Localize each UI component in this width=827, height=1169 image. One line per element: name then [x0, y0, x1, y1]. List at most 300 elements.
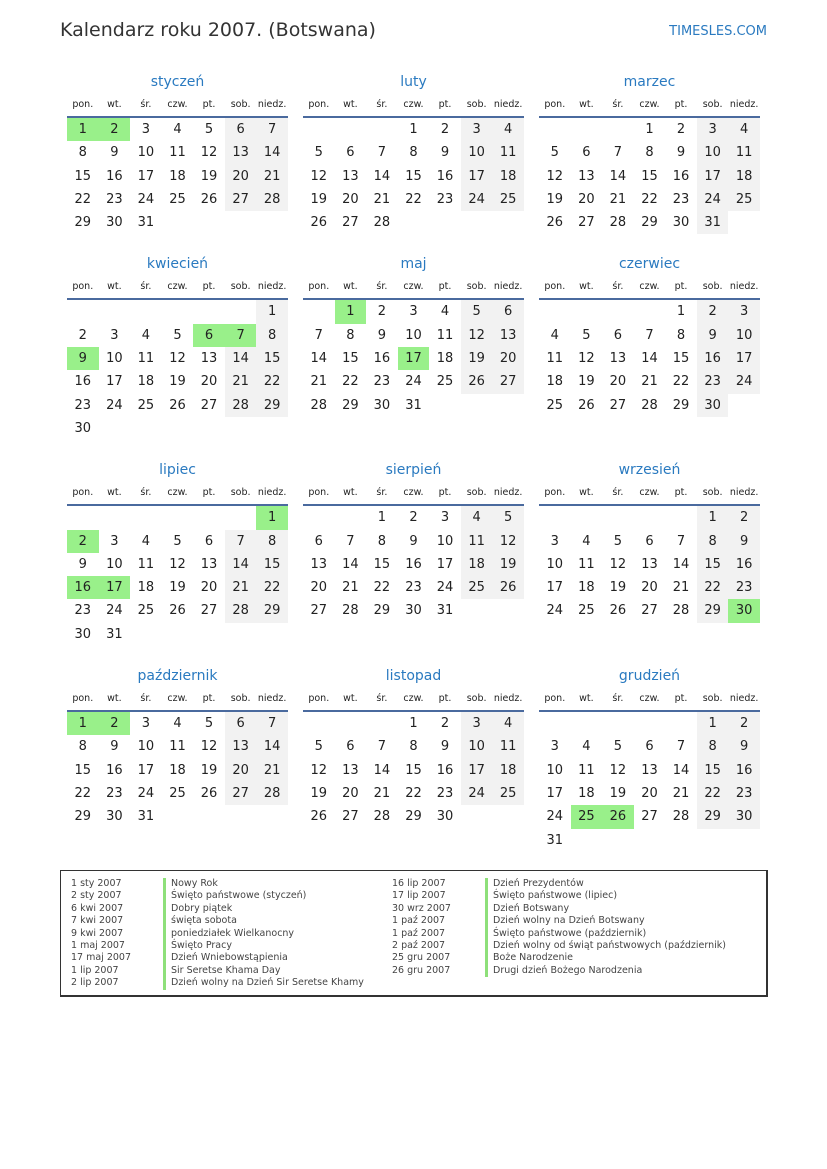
day-cell[interactable]: 20 [578, 191, 595, 207]
day-cell[interactable]: 28 [641, 397, 658, 413]
day-cell[interactable]: 1 [409, 122, 418, 137]
day-cell[interactable]: 8 [697, 735, 729, 758]
day-cell[interactable]: 22 [74, 785, 92, 801]
day-cell[interactable]: 20 [310, 580, 328, 596]
day-cell[interactable]: 6 [225, 118, 257, 141]
day-cell[interactable]: 18 [436, 351, 454, 367]
day-cell[interactable]: 17 [137, 168, 155, 184]
day-cell[interactable]: 4 [461, 506, 493, 529]
day-cell[interactable]: 30 [373, 397, 391, 413]
day-cell[interactable]: 3 [697, 118, 729, 141]
day-cell[interactable]: 20 [200, 580, 218, 596]
day-cell[interactable]: 3 [550, 533, 559, 549]
day-cell[interactable]: 25 [137, 603, 155, 619]
day-cell[interactable]: 2 [377, 304, 387, 320]
day-cell[interactable]: 10 [461, 141, 493, 164]
day-cell[interactable]: 16 [373, 351, 391, 367]
day-cell[interactable]: 28 [672, 603, 690, 619]
day-cell[interactable]: 15 [373, 556, 391, 572]
day-cell[interactable]: 17 [728, 347, 760, 370]
day-cell[interactable]: 22 [697, 576, 729, 599]
day-cell[interactable]: 4 [550, 327, 559, 343]
day-cell[interactable]: 16 [106, 762, 123, 778]
day-cell[interactable]: 4 [173, 716, 182, 732]
day-cell[interactable]: 24 [106, 603, 123, 619]
day-cell[interactable]: 23 [436, 191, 454, 207]
day-cell[interactable]: 8 [377, 533, 387, 549]
day-cell[interactable]: 9 [78, 556, 87, 572]
day-cell[interactable]: 22 [74, 191, 92, 207]
day-cell[interactable]: 4 [173, 122, 182, 137]
day-cell[interactable]: 5 [204, 716, 214, 732]
day-cell[interactable]: 11 [546, 351, 564, 367]
day-cell[interactable]: 3 [141, 122, 151, 137]
day-cell[interactable]: 2 [676, 122, 686, 137]
day-cell[interactable]: 14 [672, 556, 690, 572]
site-link[interactable]: TIMESLES.COM [669, 24, 767, 39]
day-cell[interactable]: 26 [169, 397, 186, 413]
day-cell[interactable]: 2 [728, 712, 760, 735]
day-cell[interactable]: 4 [582, 739, 591, 755]
day-cell[interactable]: 19 [492, 553, 524, 576]
day-cell[interactable]: 21 [310, 374, 328, 390]
day-cell[interactable]: 25 [492, 782, 524, 805]
day-cell[interactable]: 3 [409, 304, 418, 320]
day-cell[interactable]: 22 [672, 374, 690, 390]
day-cell[interactable]: 21 [256, 759, 288, 782]
day-cell[interactable]: 2 [440, 716, 450, 732]
day-cell[interactable]: 11 [492, 735, 524, 758]
day-cell[interactable]: 7 [377, 145, 387, 161]
day-cell[interactable]: 25 [169, 191, 186, 207]
day-cell[interactable]: 24 [436, 580, 454, 596]
day-cell[interactable]: 26 [310, 215, 328, 231]
day-cell[interactable]: 7 [225, 530, 257, 553]
holiday-day-cell[interactable]: 30 [728, 599, 760, 622]
day-cell[interactable]: 12 [461, 324, 493, 347]
day-cell[interactable]: 16 [436, 762, 454, 778]
day-cell[interactable]: 24 [137, 785, 155, 801]
day-cell[interactable]: 29 [74, 809, 92, 825]
day-cell[interactable]: 3 [141, 716, 151, 732]
holiday-day-cell[interactable]: 2 [67, 530, 99, 553]
day-cell[interactable]: 31 [137, 809, 155, 825]
day-cell[interactable]: 14 [641, 351, 658, 367]
day-cell[interactable]: 18 [137, 374, 155, 390]
day-cell[interactable]: 8 [346, 327, 355, 343]
holiday-day-cell[interactable]: 17 [398, 347, 430, 370]
day-cell[interactable]: 27 [342, 215, 359, 231]
day-cell[interactable]: 16 [106, 168, 123, 184]
day-cell[interactable]: 19 [169, 374, 186, 390]
day-cell[interactable]: 15 [256, 347, 288, 370]
day-cell[interactable]: 1 [377, 510, 387, 526]
day-cell[interactable]: 27 [578, 215, 595, 231]
day-cell[interactable]: 23 [728, 576, 760, 599]
day-cell[interactable]: 8 [409, 739, 418, 755]
day-cell[interactable]: 4 [492, 118, 524, 141]
day-cell[interactable]: 15 [74, 168, 92, 184]
day-cell[interactable]: 26 [169, 603, 186, 619]
day-cell[interactable]: 6 [346, 145, 355, 161]
day-cell[interactable]: 17 [137, 762, 155, 778]
day-cell[interactable]: 5 [173, 533, 182, 549]
day-cell[interactable]: 23 [728, 782, 760, 805]
day-cell[interactable]: 11 [137, 556, 155, 572]
day-cell[interactable]: 30 [436, 809, 454, 825]
day-cell[interactable]: 20 [641, 580, 658, 596]
day-cell[interactable]: 25 [492, 188, 524, 211]
day-cell[interactable]: 9 [377, 327, 387, 343]
day-cell[interactable]: 24 [546, 603, 564, 619]
day-cell[interactable]: 14 [310, 351, 328, 367]
day-cell[interactable]: 25 [436, 374, 454, 390]
day-cell[interactable]: 17 [461, 759, 493, 782]
day-cell[interactable]: 24 [697, 188, 729, 211]
holiday-day-cell[interactable]: 1 [67, 118, 99, 141]
day-cell[interactable]: 5 [613, 739, 623, 755]
day-cell[interactable]: 12 [609, 556, 627, 572]
day-cell[interactable]: 30 [106, 215, 123, 231]
day-cell[interactable]: 19 [169, 580, 186, 596]
day-cell[interactable]: 27 [310, 603, 328, 619]
day-cell[interactable]: 5 [582, 327, 591, 343]
holiday-day-cell[interactable]: 9 [67, 347, 99, 370]
day-cell[interactable]: 13 [342, 168, 359, 184]
day-cell[interactable]: 10 [697, 141, 729, 164]
day-cell[interactable]: 30 [672, 215, 690, 231]
holiday-day-cell[interactable]: 1 [67, 712, 99, 735]
day-cell[interactable]: 15 [405, 762, 422, 778]
day-cell[interactable]: 24 [461, 782, 493, 805]
day-cell[interactable]: 18 [492, 759, 524, 782]
day-cell[interactable]: 28 [373, 215, 391, 231]
day-cell[interactable]: 20 [342, 191, 359, 207]
day-cell[interactable]: 28 [225, 394, 257, 417]
day-cell[interactable]: 13 [342, 762, 359, 778]
day-cell[interactable]: 29 [256, 599, 288, 622]
day-cell[interactable]: 23 [672, 191, 690, 207]
day-cell[interactable]: 19 [609, 785, 627, 801]
day-cell[interactable]: 23 [106, 191, 123, 207]
day-cell[interactable]: 29 [697, 599, 729, 622]
day-cell[interactable]: 12 [310, 168, 328, 184]
day-cell[interactable]: 31 [405, 397, 422, 413]
holiday-day-cell[interactable]: 26 [602, 805, 634, 828]
day-cell[interactable]: 17 [436, 556, 454, 572]
day-cell[interactable]: 11 [728, 141, 760, 164]
day-cell[interactable]: 18 [492, 165, 524, 188]
day-cell[interactable]: 30 [74, 626, 92, 642]
day-cell[interactable]: 13 [200, 556, 218, 572]
day-cell[interactable]: 24 [405, 374, 422, 390]
day-cell[interactable]: 25 [546, 397, 564, 413]
day-cell[interactable]: 5 [314, 145, 323, 161]
day-cell[interactable]: 19 [609, 580, 627, 596]
day-cell[interactable]: 22 [641, 191, 658, 207]
day-cell[interactable]: 28 [310, 397, 328, 413]
day-cell[interactable]: 11 [169, 145, 186, 161]
day-cell[interactable]: 7 [346, 533, 355, 549]
day-cell[interactable]: 20 [200, 374, 218, 390]
day-cell[interactable]: 4 [141, 533, 151, 549]
day-cell[interactable]: 21 [342, 580, 359, 596]
day-cell[interactable]: 23 [74, 603, 92, 619]
day-cell[interactable]: 6 [645, 533, 654, 549]
day-cell[interactable]: 8 [645, 145, 654, 161]
day-cell[interactable]: 10 [405, 327, 422, 343]
holiday-day-cell[interactable]: 16 [67, 576, 99, 599]
day-cell[interactable]: 27 [225, 782, 257, 805]
day-cell[interactable]: 9 [676, 145, 686, 161]
day-cell[interactable]: 11 [578, 762, 595, 778]
day-cell[interactable]: 10 [137, 145, 155, 161]
day-cell[interactable]: 11 [492, 141, 524, 164]
day-cell[interactable]: 6 [613, 327, 623, 343]
day-cell[interactable]: 8 [256, 530, 288, 553]
day-cell[interactable]: 25 [137, 397, 155, 413]
day-cell[interactable]: 1 [697, 506, 729, 529]
day-cell[interactable]: 13 [200, 351, 218, 367]
day-cell[interactable]: 19 [461, 347, 493, 370]
day-cell[interactable]: 12 [200, 739, 218, 755]
day-cell[interactable]: 27 [342, 809, 359, 825]
day-cell[interactable]: 28 [373, 809, 391, 825]
day-cell[interactable]: 30 [697, 394, 729, 417]
day-cell[interactable]: 28 [225, 599, 257, 622]
day-cell[interactable]: 21 [609, 191, 627, 207]
day-cell[interactable]: 20 [225, 165, 257, 188]
day-cell[interactable]: 14 [225, 347, 257, 370]
day-cell[interactable]: 6 [582, 145, 591, 161]
holiday-day-cell[interactable]: 1 [335, 300, 367, 323]
day-cell[interactable]: 11 [461, 530, 493, 553]
day-cell[interactable]: 13 [225, 735, 257, 758]
day-cell[interactable]: 19 [310, 785, 328, 801]
day-cell[interactable]: 27 [200, 603, 218, 619]
day-cell[interactable]: 15 [74, 762, 92, 778]
day-cell[interactable]: 27 [641, 603, 658, 619]
day-cell[interactable]: 19 [546, 191, 564, 207]
day-cell[interactable]: 9 [409, 533, 418, 549]
day-cell[interactable]: 5 [613, 533, 623, 549]
day-cell[interactable]: 26 [200, 785, 218, 801]
day-cell[interactable]: 29 [74, 215, 92, 231]
day-cell[interactable]: 4 [728, 118, 760, 141]
day-cell[interactable]: 1 [676, 304, 686, 320]
day-cell[interactable]: 15 [641, 168, 658, 184]
day-cell[interactable]: 17 [697, 165, 729, 188]
day-cell[interactable]: 31 [546, 832, 564, 848]
day-cell[interactable]: 22 [373, 580, 391, 596]
day-cell[interactable]: 18 [169, 168, 186, 184]
day-cell[interactable]: 20 [492, 347, 524, 370]
day-cell[interactable]: 19 [200, 168, 218, 184]
day-cell[interactable]: 26 [578, 397, 595, 413]
day-cell[interactable]: 11 [137, 351, 155, 367]
day-cell[interactable]: 18 [728, 165, 760, 188]
day-cell[interactable]: 11 [436, 327, 454, 343]
day-cell[interactable]: 22 [405, 785, 422, 801]
day-cell[interactable]: 24 [106, 397, 123, 413]
day-cell[interactable]: 12 [200, 145, 218, 161]
day-cell[interactable]: 2 [728, 506, 760, 529]
day-cell[interactable]: 23 [74, 397, 92, 413]
day-cell[interactable]: 29 [697, 805, 729, 828]
day-cell[interactable]: 8 [78, 739, 87, 755]
day-cell[interactable]: 27 [492, 370, 524, 393]
day-cell[interactable]: 30 [106, 809, 123, 825]
day-cell[interactable]: 22 [697, 782, 729, 805]
day-cell[interactable]: 12 [169, 556, 186, 572]
day-cell[interactable]: 27 [609, 397, 627, 413]
day-cell[interactable]: 26 [200, 191, 218, 207]
day-cell[interactable]: 7 [256, 712, 288, 735]
day-cell[interactable]: 20 [225, 759, 257, 782]
day-cell[interactable]: 12 [546, 168, 564, 184]
day-cell[interactable]: 1 [256, 300, 288, 323]
day-cell[interactable]: 18 [461, 553, 493, 576]
day-cell[interactable]: 31 [106, 626, 123, 642]
day-cell[interactable]: 10 [436, 533, 454, 549]
day-cell[interactable]: 18 [137, 580, 155, 596]
day-cell[interactable]: 3 [550, 739, 559, 755]
day-cell[interactable]: 22 [342, 374, 359, 390]
day-cell[interactable]: 28 [609, 215, 627, 231]
day-cell[interactable]: 29 [405, 809, 422, 825]
day-cell[interactable]: 23 [106, 785, 123, 801]
day-cell[interactable]: 15 [672, 351, 690, 367]
day-cell[interactable]: 22 [405, 191, 422, 207]
day-cell[interactable]: 20 [609, 374, 627, 390]
day-cell[interactable]: 22 [256, 370, 288, 393]
day-cell[interactable]: 10 [546, 556, 564, 572]
day-cell[interactable]: 30 [405, 603, 422, 619]
day-cell[interactable]: 7 [613, 145, 623, 161]
day-cell[interactable]: 21 [672, 580, 690, 596]
day-cell[interactable]: 4 [492, 712, 524, 735]
day-cell[interactable]: 16 [405, 556, 422, 572]
day-cell[interactable]: 15 [256, 553, 288, 576]
day-cell[interactable]: 5 [550, 145, 559, 161]
day-cell[interactable]: 21 [373, 191, 391, 207]
day-cell[interactable]: 24 [461, 188, 493, 211]
day-cell[interactable]: 23 [373, 374, 391, 390]
day-cell[interactable]: 21 [373, 785, 391, 801]
holiday-day-cell[interactable]: 7 [225, 324, 257, 347]
day-cell[interactable]: 17 [546, 785, 564, 801]
day-cell[interactable]: 6 [314, 533, 323, 549]
day-cell[interactable]: 27 [200, 397, 218, 413]
day-cell[interactable]: 16 [728, 553, 760, 576]
day-cell[interactable]: 9 [110, 145, 119, 161]
day-cell[interactable]: 6 [204, 533, 214, 549]
day-cell[interactable]: 15 [697, 759, 729, 782]
day-cell[interactable]: 11 [169, 739, 186, 755]
day-cell[interactable]: 12 [609, 762, 627, 778]
day-cell[interactable]: 23 [436, 785, 454, 801]
day-cell[interactable]: 15 [342, 351, 359, 367]
day-cell[interactable]: 9 [728, 735, 760, 758]
day-cell[interactable]: 22 [256, 576, 288, 599]
day-cell[interactable]: 10 [546, 762, 564, 778]
day-cell[interactable]: 19 [578, 374, 595, 390]
day-cell[interactable]: 18 [578, 785, 595, 801]
day-cell[interactable]: 3 [440, 510, 450, 526]
day-cell[interactable]: 2 [697, 300, 729, 323]
day-cell[interactable]: 25 [578, 603, 595, 619]
day-cell[interactable]: 23 [405, 580, 422, 596]
day-cell[interactable]: 8 [409, 145, 418, 161]
day-cell[interactable]: 28 [672, 809, 690, 825]
day-cell[interactable]: 27 [225, 188, 257, 211]
day-cell[interactable]: 24 [546, 809, 564, 825]
day-cell[interactable]: 19 [310, 191, 328, 207]
day-cell[interactable]: 4 [440, 304, 450, 320]
day-cell[interactable]: 16 [728, 759, 760, 782]
day-cell[interactable]: 14 [373, 168, 391, 184]
day-cell[interactable]: 17 [546, 580, 564, 596]
day-cell[interactable]: 29 [672, 397, 690, 413]
day-cell[interactable]: 21 [641, 374, 658, 390]
day-cell[interactable]: 2 [440, 122, 450, 137]
day-cell[interactable]: 25 [728, 188, 760, 211]
day-cell[interactable]: 1 [645, 122, 654, 137]
day-cell[interactable]: 14 [672, 762, 690, 778]
day-cell[interactable]: 13 [641, 556, 658, 572]
day-cell[interactable]: 12 [492, 530, 524, 553]
day-cell[interactable]: 29 [373, 603, 391, 619]
day-cell[interactable]: 8 [78, 145, 87, 161]
day-cell[interactable]: 26 [546, 215, 564, 231]
day-cell[interactable]: 5 [492, 506, 524, 529]
day-cell[interactable]: 5 [173, 327, 182, 343]
day-cell[interactable]: 21 [225, 576, 257, 599]
day-cell[interactable]: 20 [641, 785, 658, 801]
day-cell[interactable]: 15 [697, 553, 729, 576]
day-cell[interactable]: 2 [78, 327, 87, 343]
day-cell[interactable]: 28 [256, 188, 288, 211]
day-cell[interactable]: 18 [169, 762, 186, 778]
day-cell[interactable]: 26 [310, 809, 328, 825]
day-cell[interactable]: 9 [440, 145, 450, 161]
day-cell[interactable]: 5 [461, 300, 493, 323]
day-cell[interactable]: 7 [676, 739, 686, 755]
day-cell[interactable]: 10 [728, 324, 760, 347]
day-cell[interactable]: 1 [409, 716, 418, 732]
holiday-day-cell[interactable]: 17 [99, 576, 131, 599]
day-cell[interactable]: 31 [137, 215, 155, 231]
day-cell[interactable]: 29 [641, 215, 658, 231]
day-cell[interactable]: 9 [728, 530, 760, 553]
day-cell[interactable]: 16 [697, 347, 729, 370]
day-cell[interactable]: 28 [256, 782, 288, 805]
day-cell[interactable]: 1 [697, 712, 729, 735]
day-cell[interactable]: 15 [405, 168, 422, 184]
day-cell[interactable]: 21 [256, 165, 288, 188]
day-cell[interactable]: 16 [74, 374, 92, 390]
day-cell[interactable]: 30 [74, 420, 92, 436]
day-cell[interactable]: 12 [310, 762, 328, 778]
day-cell[interactable]: 8 [697, 530, 729, 553]
day-cell[interactable]: 31 [697, 211, 729, 234]
day-cell[interactable]: 3 [110, 327, 119, 343]
day-cell[interactable]: 24 [728, 370, 760, 393]
day-cell[interactable]: 19 [200, 762, 218, 778]
day-cell[interactable]: 2 [409, 510, 418, 526]
day-cell[interactable]: 18 [546, 374, 564, 390]
day-cell[interactable]: 7 [645, 327, 654, 343]
